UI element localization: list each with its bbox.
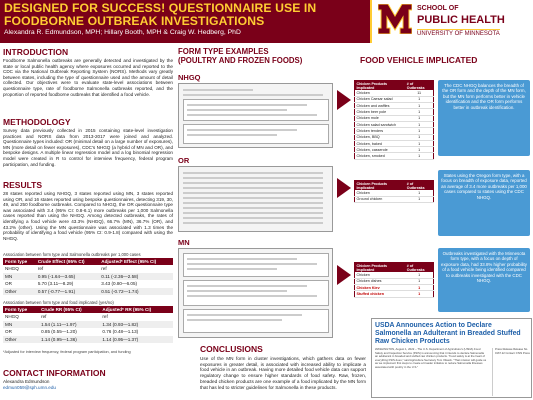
intro-text: Foodborne Salmonella outbreaks are generally detected and investigated by the state or local public health agency where exposures occurred and reported to the CDC via the National Outbreak Reporting System (NORS). Methods vary greatly between states, including the type of questionnaire used and the amount of detail collected. Our objectives were to evaluate state-level associations between questionnaire type, rate of foodborne Salmonella outbreaks reported, and the proportion of reported foodborne outbreaks that identified a food vehicle. — [3, 58, 173, 97]
methods-heading: METHODOLOGY — [3, 117, 71, 127]
table-row: Chicken mole 1 — [355, 115, 434, 121]
table-row: Chicken dishes 1 — [355, 278, 434, 284]
table-row: Ground chicken 1 — [355, 196, 434, 202]
table-row: MN 0.95 (-1.64—3.65) 0.11 (-2.36—2.58) — [3, 273, 173, 281]
nhgq-form-image — [178, 83, 333, 148]
table-row: Chicken, BBQ 1 — [355, 134, 434, 140]
table-row-highlighted: Stuffed chicken 1 — [355, 291, 434, 297]
table-header: Crude Effect (95% CI) — [36, 258, 99, 265]
university-m-logo-icon — [378, 4, 412, 34]
table1-caption: Association between form type and Salmonella outbreaks per 1,000 cases — [3, 252, 141, 257]
table-row: Chicken, smoked 1 — [355, 153, 434, 159]
table-row: NHGQ ref ref — [5, 314, 108, 320]
table-row: Chicken beer pole 1 — [355, 109, 434, 115]
table-header: # of Outbreaks — [405, 263, 433, 273]
table-row: Chicken, baked 1 — [355, 140, 434, 146]
table-header: Chicken Products Implicated — [355, 181, 406, 191]
arrow-icon — [337, 90, 351, 110]
table-header: Chicken Products Implicated — [355, 263, 406, 273]
results-text: 28 states reported using NHGQ, 3 states reported using MN, 3 states reported using OR, and 16 states reported using bespoke questionnaires, detecting 319, 30, 49, and 250 foodborne outbreaks. Compared to NHGQ, the OR questionnaire type was associated with 3.4 (95% CI: 0.8-6.1) more outbreaks per 1,000 Salmonella cases reported than using the NHGQ. Among detected outbreaks, the rates of identifying a food vehicle were 43.3% (NHGQ), 66.7% (MN), 36.7% (OR), and 43.2% (other). Using the MN questionnaire was associated with 1.3 times the probability of identifying a food vehicle (95% CI: 0.9-1.8) compared with using the NHGQ. — [3, 191, 173, 241]
table-header: Adjusted* RR (95% CI) — [100, 306, 173, 313]
methods-text: Survey data previously collected in 2015 containing state-level investigation practices and NORS data from 2013-2017 were joined and analyzed. Questionnaire types included: OR (minimal detail on a large number of exposures), MN (more detail on fewer exposures), CDC's NHGQ (a hybrid of MN and OR), and bespoke designs. A multiple linear regression model and a log binomial regression model were created in R to control for interview frequency, federal program participation, and funding. — [3, 128, 173, 167]
conclusions-text: Use of the MN form in cluster investigations, which gathers data on fewer exposures in greater detail, is associated with increased ability to implicate a food vehicle in an outbreak. Having more detailed food vehicle data can support regulatory change to ensure higher standards of food safety. Raw, frozen, breaded chicken products are one example of a food implicated by the MN form that has led to stricter guidelines for Salmonella in these products. — [200, 356, 366, 390]
table-footnote: *Adjusted for interview frequency, federal program participation, and funding — [3, 350, 131, 354]
logo-university: UNIVERSITY OF MINNESOTA — [417, 31, 500, 37]
contact-email[interactable]: edmun059@sph.umn.edu — [3, 385, 56, 390]
or-vehicle-table — [354, 180, 434, 203]
table-row: OR 0.85 (0.55—1.20) 0.76 (0.48—1.13) — [5, 329, 139, 335]
table-row: Chicken and waffles 1 — [355, 103, 434, 109]
table-row: Chicken tenders 1 — [355, 128, 434, 134]
table-row: Chicken Caesar salad 1 — [355, 96, 434, 102]
intro-heading: INTRODUCTION — [3, 47, 69, 57]
table-row: Chicken, casserole 1 — [355, 147, 434, 153]
or-callout: States using the Oregon form type, with a focus on breadth of exposure data, reported an average of 3.4 more outbreaks per 1,000 cases compared to states using the CDC NHGQ. — [438, 170, 530, 236]
table-row: NHGQ ref ref — [5, 266, 107, 272]
table-row: OR 5.70 (3.11—8.29) 3.43 (0.80—6.05) — [5, 281, 138, 287]
table-row: Other 0.57 (-0.77—1.91) 0.51 (-0.72—1.74) — [3, 288, 173, 296]
table-header: Crude RR (95% CI) — [39, 306, 100, 313]
table-header: Form type — [3, 258, 36, 265]
arrow-icon — [337, 265, 351, 285]
poster-header — [0, 0, 533, 43]
table-header: Chicken Products Implicated — [355, 81, 406, 91]
contact-heading: CONTACT INFORMATION — [3, 368, 106, 378]
table-row: MN 1.54 (1.11—1.97) 1.34 (0.93—1.82) — [3, 321, 173, 329]
university-logo — [370, 0, 533, 43]
table-header: # of Outbreaks — [405, 81, 433, 91]
usda-sidebar: Press Release Release No. 0167.22 Contact: FSIS Press — [492, 348, 530, 396]
table-row-highlighted: Chicken Kiev 1 — [355, 285, 434, 291]
form-label-nhgq: NHGQ — [178, 73, 201, 82]
table-row: Chicken 1 — [355, 272, 434, 278]
table-header: Adjusted* Effect (95% CI) — [99, 258, 173, 265]
form-label-or: OR — [178, 156, 190, 165]
table-row: Chicken salad sandwich 1 — [355, 121, 434, 127]
or-form-image — [178, 166, 333, 232]
table-row: Chicken 1 — [355, 190, 434, 196]
nhgq-vehicle-table — [354, 80, 434, 160]
form-examples-heading: FORM TYPE EXAMPLES (POULTRY AND FROZEN FOODS) — [178, 47, 303, 65]
form-label-mn: MN — [178, 238, 190, 247]
table-row: Chicken 11 — [355, 90, 434, 96]
mn-form-image — [178, 248, 333, 338]
results-heading: RESULTS — [3, 180, 43, 190]
poster-title: DESIGNED FOR SUCCESS! QUESTIONNAIRE USE IN FOODBORNE OUTBREAK INVESTIGATIONS — [4, 1, 317, 28]
table2-caption: Association between form type and food implicated (yes/no) — [3, 300, 114, 305]
table-header: # of Outbreaks — [405, 181, 433, 191]
poster-authors: Alexandra R. Edmundson, MPH; Hillary Booth, MPH & Craig W. Hedberg, PhD — [4, 29, 241, 36]
mn-callout: Outbreaks investigated with the Minnesota form type, with a focus on depth of exposure data, had 33.8% higher probability of a food vehicle being identified compared to outbreaks investigated with the CDC NHGQ. — [438, 248, 530, 312]
table-row: Other 1.14 (0.95—1.36) 1.14 (0.95—1.37) — [3, 336, 173, 344]
conclusions-heading: CONCLUSIONS — [200, 344, 263, 354]
logo-name: PUBLIC HEALTH — [417, 14, 505, 26]
usda-body: WASHINGTON, August 1, 2022 – The U.S. Department of Agriculture's (USDA) Food Safety and Inspection Service (FSIS) is announcing that it intends to declare Salmonella an adulterant in breaded and stuffed raw chicken products. "Food safety is at the heart of everything FSIS does," said Agriculture Secretary Tom Vilsack. "That mission will guide us as we implement first steps to create a broader initiative to reduce Salmonella illnesses associated with poultry in the U.S." — [375, 347, 487, 369]
food-vehicle-heading: FOOD VEHICLE IMPLICATED — [360, 55, 478, 65]
mn-vehicle-table — [354, 262, 434, 298]
contact-name: Alexandra Edmundson — [3, 379, 50, 384]
arrow-icon — [337, 178, 351, 198]
usda-press-release — [371, 318, 532, 398]
logo-school: SCHOOL OF — [417, 5, 459, 12]
outbreak-rate-table — [3, 258, 173, 295]
nhgq-callout: The CDC NHGQ balances the breadth of the OR form and the depth of the MN form, but the MN form performs better in vehicle identification and the OR form performs better in outbreak identification. — [438, 80, 530, 156]
food-implicated-table — [3, 306, 173, 343]
table-header: Form type — [3, 306, 39, 313]
usda-title: USDA Announces Action to Declare Salmonella an Adulterant in Breaded Stuffed Raw Chicken Products — [375, 322, 521, 345]
